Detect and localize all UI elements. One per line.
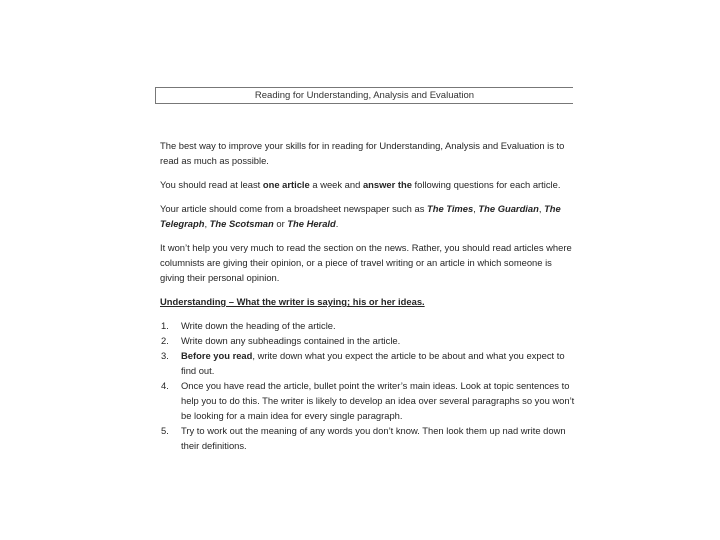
document-title: Reading for Understanding, Analysis and Evaluation bbox=[254, 90, 475, 101]
intro-paragraph: The best way to improve your skills for in reading for Understanding, Analysis and Evaluation is to read as much as possible. bbox=[160, 140, 565, 166]
article-type-paragraph: It won’t help you very much to read the section on the news. Rather, you should read articles where columnists are giving their opinion, or a piece of travel writing or an article in which someone is giving their personal opinion. bbox=[160, 242, 572, 283]
text-run: . bbox=[335, 218, 339, 229]
newspaper-name: The Guardian bbox=[478, 203, 539, 214]
list-text: Write down any subheadings contained in the article. bbox=[181, 335, 401, 346]
text-run: a week and bbox=[309, 179, 363, 190]
text-run: Your article should come from a broadsheet newspaper such as bbox=[160, 203, 427, 214]
bold-run: answer the bbox=[362, 179, 412, 190]
list-text: Write down the heading of the article. bbox=[181, 320, 336, 331]
newspaper-name: The Herald bbox=[287, 218, 336, 229]
source-paragraph bbox=[160, 201, 575, 231]
list-item bbox=[161, 348, 575, 378]
newspaper-name: The Times bbox=[427, 203, 474, 214]
list-item bbox=[161, 423, 575, 453]
bold-run: one article bbox=[262, 179, 310, 190]
newspaper-name: The Telegraph bbox=[160, 203, 561, 229]
text-run: following questions for each article. bbox=[411, 179, 561, 190]
section-heading: Understanding – What the writer is saying; his or her ideas. bbox=[160, 296, 425, 307]
list-number: 3. bbox=[161, 350, 169, 361]
text-run: or bbox=[273, 218, 288, 229]
list-number: 2. bbox=[161, 335, 169, 346]
text-run: You should read at least bbox=[160, 179, 263, 190]
text-run: , bbox=[473, 203, 479, 214]
list-text: , write down what you expect the article to be about and what you expect to find out. bbox=[181, 350, 565, 376]
list-item bbox=[161, 318, 575, 333]
list-text: Once you have read the article, bullet point the writer’s main ideas. Look at topic sentences to help you to do this. The writer is likely to develop an idea over several paragraphs so you won’t be looking for a main idea for every single paragraph. bbox=[181, 380, 575, 421]
list-bold: Before you read bbox=[181, 350, 253, 361]
list-item bbox=[161, 378, 575, 423]
text-run: , bbox=[538, 203, 545, 214]
questions-list bbox=[160, 318, 575, 453]
title-box bbox=[155, 87, 573, 104]
list-number: 5. bbox=[161, 425, 169, 436]
list-number: 4. bbox=[161, 380, 169, 391]
frequency-paragraph bbox=[160, 177, 575, 192]
list-number: 1. bbox=[161, 320, 169, 331]
list-text: Try to work out the meaning of any words you don’t know. Then look them up nad write down their definitions. bbox=[181, 425, 566, 451]
text-run: , bbox=[204, 218, 210, 229]
newspaper-name: The Scotsman bbox=[209, 218, 274, 229]
document-body bbox=[160, 138, 575, 453]
list-item bbox=[161, 333, 575, 348]
